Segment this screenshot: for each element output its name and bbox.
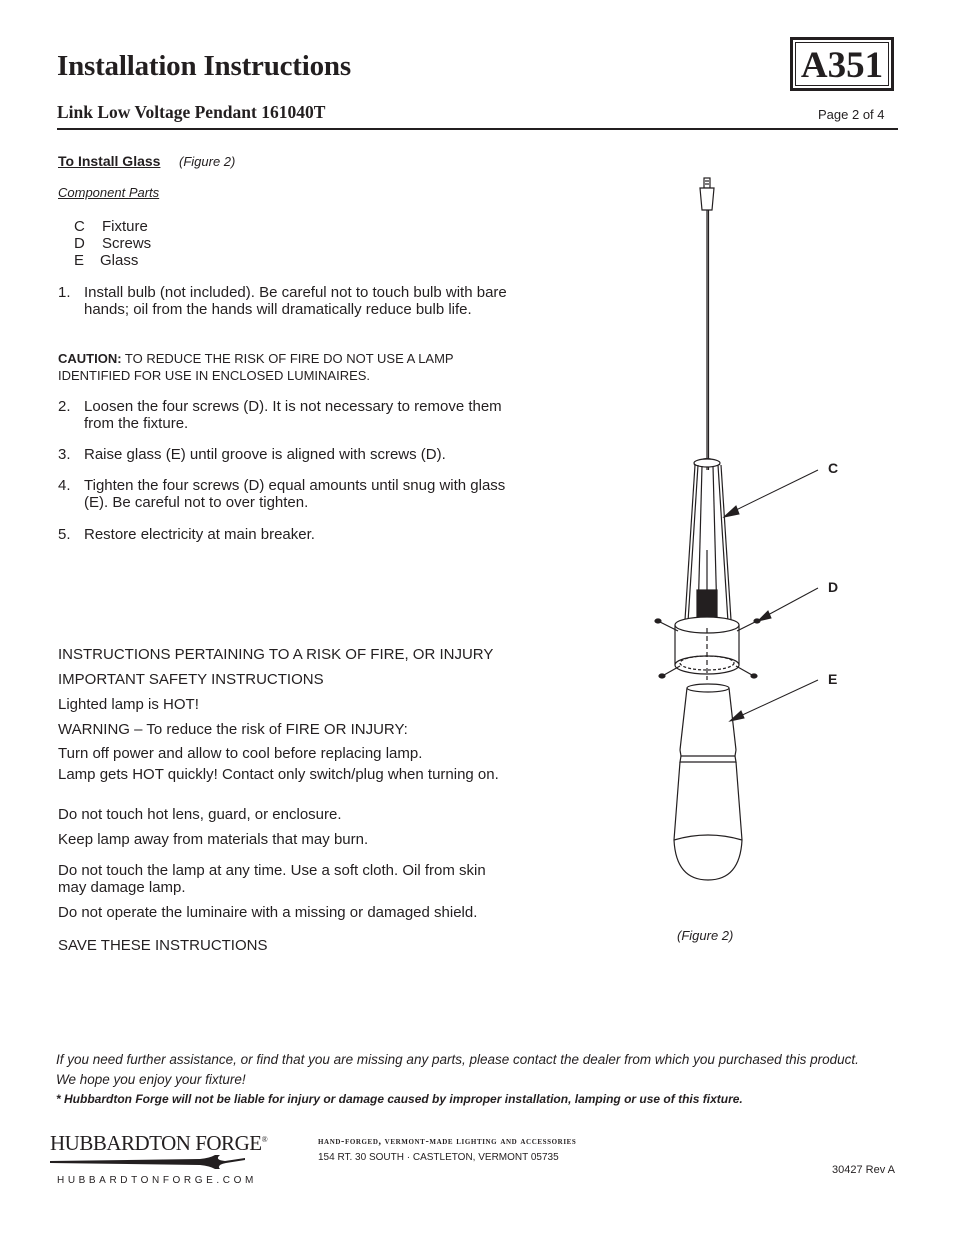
- caution-text: TO REDUCE THE RISK OF FIRE DO NOT USE A LAMP IDENTIFIED FOR USE IN ENCLOSED LUMINAIRES.: [58, 351, 454, 383]
- forge-tongs-icon: [50, 1154, 245, 1170]
- part-item: [74, 252, 138, 269]
- part-letter: C: [74, 218, 85, 235]
- product-subtitle: Link Low Voltage Pendant 161040T: [57, 102, 326, 122]
- callout-d-label: D: [828, 579, 839, 595]
- instruction-step: [58, 284, 508, 318]
- part-letter: E: [74, 252, 85, 269]
- page-title: Installation Instructions: [57, 50, 351, 82]
- brand-logo: [50, 1131, 267, 1156]
- instruction-step: [58, 446, 508, 463]
- safety-line: Lamp gets HOT quickly! Contact only switch/plug when turning on.: [58, 766, 499, 783]
- callout-e-label: E: [828, 671, 838, 687]
- liability-disclaimer: * Hubbardton Forge will not be liable for injury or damage caused by improper installation, lamping or use of this fixture.: [56, 1092, 743, 1106]
- step-number: 2.: [58, 398, 71, 415]
- document-code: A351: [800, 45, 884, 86]
- safety-line: IMPORTANT SAFETY INSTRUCTIONS: [58, 671, 324, 688]
- instruction-step: [58, 398, 508, 432]
- safety-line: Do not touch hot lens, guard, or enclosure.: [58, 806, 342, 823]
- part-name: Screws: [102, 235, 152, 252]
- safety-line: Keep lamp away from materials that may burn.: [58, 831, 369, 848]
- cable-grip: [700, 188, 714, 210]
- screw: [737, 619, 760, 631]
- part-item: [74, 218, 148, 235]
- step-number: 3.: [58, 446, 71, 463]
- document-code-box: [790, 37, 894, 91]
- step-text: Tighten the four screws (D) equal amounts until snug with glass (E). Be careful not to over tighten.: [84, 477, 506, 511]
- connector-tip: [704, 178, 710, 188]
- component-parts-label: Component Parts: [58, 185, 160, 200]
- step-text: Loosen the four screws (D). It is not necessary to remove them from the fixture.: [84, 398, 502, 432]
- step-text: Raise glass (E) until groove is aligned with screws (D).: [84, 446, 446, 463]
- section-figure-ref: (Figure 2): [179, 154, 236, 169]
- part-letter: D: [74, 235, 85, 252]
- safety-line: WARNING – To reduce the risk of FIRE OR INJURY:: [58, 721, 408, 738]
- part-name: Fixture: [102, 218, 148, 235]
- safety-line: INSTRUCTIONS PERTAINING TO A RISK OF FIRE, OR INJURY: [58, 646, 494, 663]
- brand-name: HUBBARDTON FORGE: [50, 1131, 262, 1155]
- caution-note: [58, 350, 508, 384]
- assistance-note: If you need further assistance, or find that you are missing any parts, please contact the dealer from which you purchased this product.: [56, 1052, 859, 1067]
- instruction-step: [58, 526, 508, 543]
- part-name: Glass: [100, 252, 139, 269]
- enjoy-note: We hope you enjoy your fixture!: [56, 1072, 246, 1087]
- safety-line: Do not operate the luminaire with a missing or damaged shield.: [58, 904, 478, 921]
- brand-tagline: hand-forged, vermont-made lighting and accessories: [318, 1136, 577, 1147]
- step-text: Install bulb (not included). Be careful not to touch bulb with bare hands; oil from the hands will dramatically reduce bulb life.: [84, 284, 507, 318]
- part-item: [74, 235, 151, 252]
- step-number: 5.: [58, 526, 71, 543]
- figure-caption: (Figure 2): [677, 928, 734, 943]
- registered-mark: ®: [261, 1135, 268, 1144]
- caution-label: CAUTION:: [58, 351, 122, 366]
- section-heading: To Install Glass: [58, 153, 161, 169]
- document-number: 30427 Rev A: [832, 1164, 895, 1176]
- step-text: Restore electricity at main breaker.: [84, 526, 315, 543]
- brand-website: HUBBARDTONFORGE.COM: [57, 1175, 257, 1186]
- step-number: 1.: [58, 284, 71, 301]
- step-number: 4.: [58, 477, 71, 494]
- safety-line: Turn off power and allow to cool before replacing lamp.: [58, 745, 423, 762]
- safety-line: Lighted lamp is HOT!: [58, 696, 199, 713]
- page-number: Page 2 of 4: [818, 107, 885, 122]
- instruction-step: [58, 477, 508, 511]
- screw: [736, 666, 757, 678]
- callout-c-label: C: [828, 460, 839, 476]
- pendant-diagram: [640, 170, 870, 890]
- safety-line: Do not touch the lamp at any time. Use a soft cloth. Oil from skin may damage lamp.: [58, 862, 486, 896]
- safety-line: SAVE THESE INSTRUCTIONS: [58, 937, 268, 954]
- screw: [659, 666, 680, 678]
- company-address: 154 RT. 30 SOUTH · CASTLETON, VERMONT 05735: [318, 1152, 559, 1163]
- header-divider: [57, 128, 898, 130]
- bulb-socket: [697, 590, 717, 620]
